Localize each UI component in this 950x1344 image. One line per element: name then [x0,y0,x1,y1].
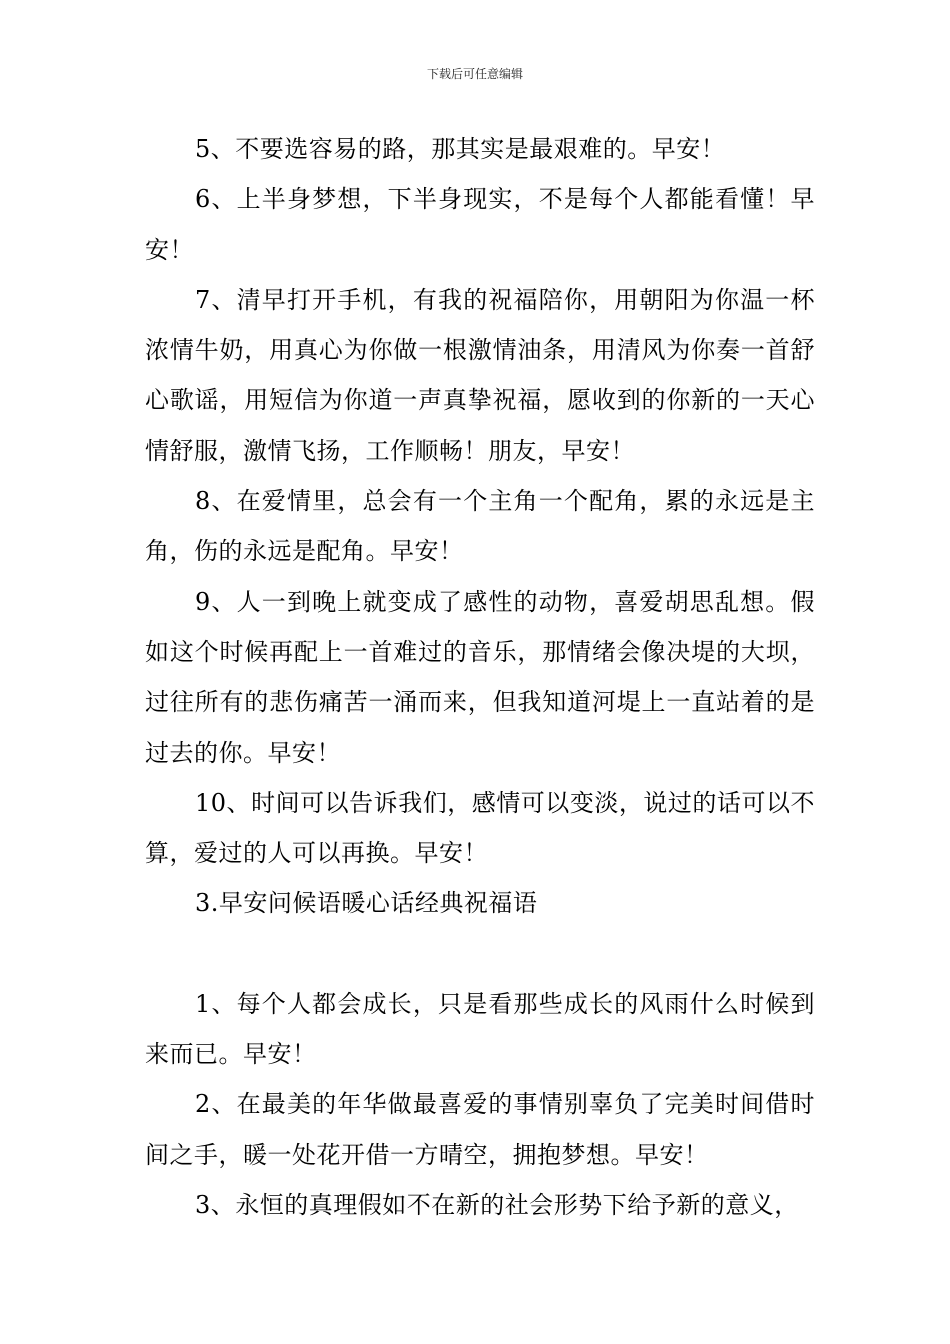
document-body [145,124,815,1230]
section-heading: 3.早安问候语暖心话经典祝福语 [195,889,538,918]
section-paragraph-item-3: 3、永恒的真理假如不在新的社会形势下给予新的意义， [195,1190,799,1219]
page-header: 下载后可任意编辑 [426,67,523,81]
section-paragraph-item-1: 1、每个人都会成长，只是看那些成长的风雨什么时候到来而已。早安！ [145,989,815,1069]
section-paragraph-item-2: 2、在最美的年华做最喜爱的事情别辜负了完美时间借时间之手，暖一处花开借一方晴空，拥抱梦想。早安！ [145,1090,815,1169]
paragraph-item-10: 10、时间可以告诉我们，感情可以变淡，说过的话可以不算，爱过的人可以再换。早安！ [145,788,815,868]
paragraph-item-7: 7、清早打开手机，有我的祝福陪你，用朝阳为你温一杯浓情牛奶，用真心为你做一根激情油条，用清风为你奏一首舒心歌谣，用短信为你道一声真挚祝福，愿收到的你新的一天心情舒服，激情飞扬，工作顺畅！朋友，早安！ [145,285,815,465]
paragraph-item-6: 6、上半身梦想，下半身现实，不是每个人都能看懂！早安！ [145,185,815,264]
paragraph-item-5: 5、不要选容易的路，那其实是最艰难的。早安！ [195,135,726,163]
paragraph-item-9: 9、人一到晚上就变成了感性的动物，喜爱胡思乱想。假如这个时候再配上一首难过的音乐，那情绪会像决堤的大坝，过往所有的悲伤痛苦一涌而来，但我知道河堤上一直站着的是过去的你。早安！ [145,587,815,767]
paragraph-item-8: 8、在爱情里，总会有一个主角一个配角，累的永远是主角，伤的永远是配角。早安！ [145,487,815,566]
